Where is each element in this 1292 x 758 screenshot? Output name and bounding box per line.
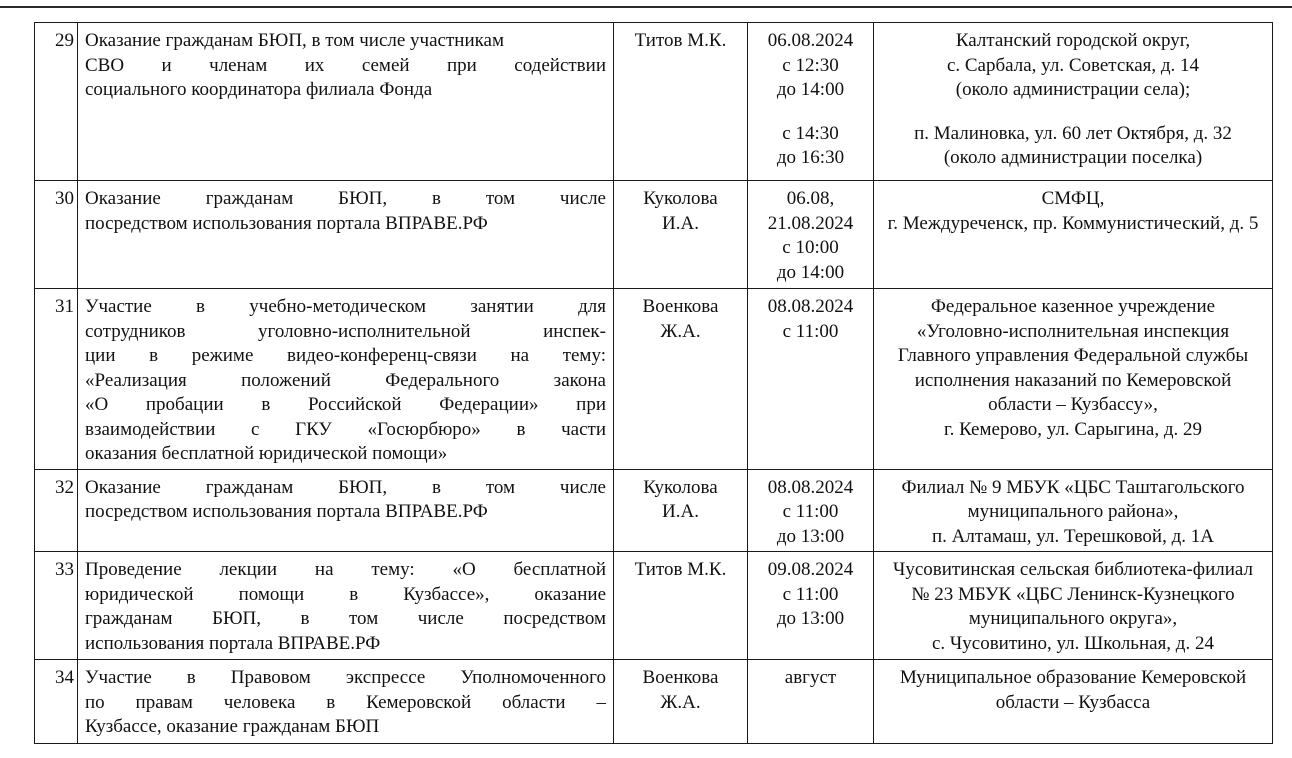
- event-description: [78, 289, 614, 470]
- place-line: Муниципальное образование Кемеровской: [899, 667, 1247, 688]
- place-line: области – Кузбассу»,: [988, 394, 1158, 415]
- event-line: социального координатора филиала Фонда: [85, 79, 433, 100]
- place-line: п. Алтамаш, ул. Терешковой, д. 1А: [932, 525, 1214, 547]
- event-line: использования портала ВПРАВЕ.РФ: [85, 632, 381, 654]
- place-line: Калтанский городской округ,: [955, 30, 1191, 51]
- event-date: [748, 289, 874, 470]
- date-line: до 14:00: [776, 79, 845, 100]
- responsible-person: [614, 660, 748, 744]
- event-line: Проведение лекции на тему: «О бесплатной: [85, 559, 606, 580]
- responsible-person: [614, 181, 748, 289]
- date-line: 09.08.2024: [767, 559, 854, 580]
- date-line: 08.08.2024: [767, 296, 854, 317]
- event-line: гражданам БЮП, в том числе посредством: [85, 608, 606, 629]
- responsible-line: Ж.А.: [660, 320, 701, 342]
- place-line: п. Малиновка, ул. 60 лет Октября, д. 32: [914, 122, 1232, 144]
- event-line: юридической помощи в Кузбассе», оказание: [85, 583, 606, 605]
- table-row: [35, 552, 1273, 660]
- row-number: 30: [35, 181, 78, 289]
- event-date: [748, 469, 874, 552]
- place-line: г. Междуреченск, пр. Коммунистический, д. 5: [887, 212, 1259, 234]
- date-line: с 11:00: [782, 583, 839, 605]
- event-line: посредством использования портала ВПРАВЕ.РФ: [85, 212, 488, 234]
- event-line: взаимодействии с ГКУ «Госюрбюро» в части: [85, 418, 606, 440]
- table-row: [35, 289, 1273, 470]
- place-line: г. Кемерово, ул. Сарыгина, д. 29: [943, 418, 1203, 440]
- date-line: 06.08.2024: [767, 30, 854, 51]
- event-line: ции в режиме видео-конференц-связи на тему:: [85, 345, 606, 366]
- place-line: Чусовитинская сельская библиотека-филиал: [893, 559, 1253, 580]
- event-description: [78, 181, 614, 289]
- row-number: 29: [35, 23, 78, 181]
- event-date: [748, 181, 874, 289]
- place-gap: [881, 103, 1265, 122]
- event-description: [78, 23, 614, 181]
- events-schedule-table: [34, 22, 1273, 744]
- event-line: «Реализация положений Федерального закона: [85, 369, 606, 391]
- event-line: Оказание гражданам БЮП, в том числе: [85, 476, 606, 498]
- event-line: по правам человека в Кемеровской области –: [85, 691, 606, 713]
- date-line: с 10:00: [782, 237, 839, 258]
- date-line: с 11:00: [782, 320, 839, 342]
- responsible-line: Ж.А.: [660, 691, 701, 713]
- responsible-line: И.А.: [662, 212, 699, 234]
- event-place: [874, 660, 1273, 744]
- place-line: Главного управления Федеральной службы: [897, 345, 1249, 366]
- table-row: [35, 660, 1273, 744]
- event-line: посредством использования портала ВПРАВЕ.РФ: [85, 501, 488, 522]
- event-place: [874, 23, 1273, 181]
- date-line: до 13:00: [776, 525, 845, 547]
- responsible-line: Титов М.К.: [634, 30, 727, 51]
- place-line: СМФЦ,: [1041, 188, 1105, 209]
- row-number: 31: [35, 289, 78, 470]
- event-place: [874, 552, 1273, 660]
- event-line: «О пробации в Российской Федерации» при: [85, 394, 606, 415]
- place-line: № 23 МБУК «ЦБС Ленинск-Кузнецкого: [911, 583, 1235, 605]
- event-line: Оказание гражданам БЮП, в том числе: [85, 188, 606, 209]
- event-line: оказания бесплатной юридической помощи»: [85, 443, 448, 464]
- date-line: с 11:00: [782, 501, 839, 522]
- responsible-line: Титов М.К.: [634, 559, 727, 580]
- row-number: 34: [35, 660, 78, 744]
- responsible-line: И.А.: [662, 501, 699, 522]
- responsible-person: [614, 552, 748, 660]
- date-line: 21.08.2024: [767, 212, 854, 234]
- event-place: [874, 289, 1273, 470]
- event-line: Участие в Правовом экспрессе Уполномоченного: [85, 667, 606, 688]
- page-top-border: [0, 6, 1292, 8]
- responsible-person: [614, 289, 748, 470]
- place-line: с. Чусовитино, ул. Школьная, д. 24: [932, 632, 1214, 654]
- date-line: до 16:30: [776, 147, 845, 168]
- row-number: 33: [35, 552, 78, 660]
- place-line: «Уголовно-исполнительная инспекция: [916, 320, 1230, 342]
- table-row: [35, 469, 1273, 552]
- place-line: с. Сарбала, ул. Советская, д. 14: [946, 54, 1200, 76]
- place-line: Филиал № 9 МБУК «ЦБС Таштагольского: [901, 476, 1245, 498]
- place-line: области – Кузбасса: [995, 691, 1151, 713]
- event-description: [78, 552, 614, 660]
- event-description: [78, 469, 614, 552]
- event-line: сотрудников уголовно-исполнительной инспек-: [85, 320, 606, 342]
- event-place: [874, 181, 1273, 289]
- date-line: до 13:00: [776, 608, 845, 629]
- event-line: Кузбассе, оказание гражданам БЮП: [85, 716, 380, 737]
- table-row: [35, 23, 1273, 181]
- event-description: [78, 660, 614, 744]
- place-line: муниципального округа»,: [968, 608, 1178, 629]
- date-line: 08.08.2024: [767, 476, 854, 498]
- responsible-line: Куколова: [643, 476, 718, 498]
- event-line: СВО и членам их семей при содействии: [85, 54, 606, 76]
- responsible-person: [614, 469, 748, 552]
- date-line: с 14:30: [782, 122, 839, 144]
- place-line: исполнения наказаний по Кемеровской: [914, 369, 1232, 391]
- event-place: [874, 469, 1273, 552]
- place-line: (около администрации села);: [955, 79, 1191, 100]
- responsible-person: [614, 23, 748, 181]
- place-line: (около администрации поселка): [943, 147, 1203, 168]
- event-line: Участие в учебно-методическом занятии для: [85, 296, 606, 317]
- responsible-line: Куколова: [643, 188, 718, 209]
- responsible-line: Военкова: [642, 296, 719, 317]
- date-gap: [755, 103, 866, 122]
- date-line: 06.08,: [786, 188, 835, 209]
- event-date: [748, 660, 874, 744]
- row-number: 32: [35, 469, 78, 552]
- event-date: [748, 23, 874, 181]
- date-line: с 12:30: [782, 54, 839, 76]
- event-line: Оказание гражданам БЮП, в том числе участникам: [85, 30, 505, 51]
- place-line: муниципального района»,: [967, 501, 1179, 522]
- event-date: [748, 552, 874, 660]
- table-row: [35, 181, 1273, 289]
- place-line: Федеральное казенное учреждение: [930, 296, 1216, 317]
- date-line: август: [784, 667, 837, 688]
- responsible-line: Военкова: [642, 667, 719, 688]
- table-body: [35, 23, 1273, 744]
- date-line: до 14:00: [776, 261, 845, 283]
